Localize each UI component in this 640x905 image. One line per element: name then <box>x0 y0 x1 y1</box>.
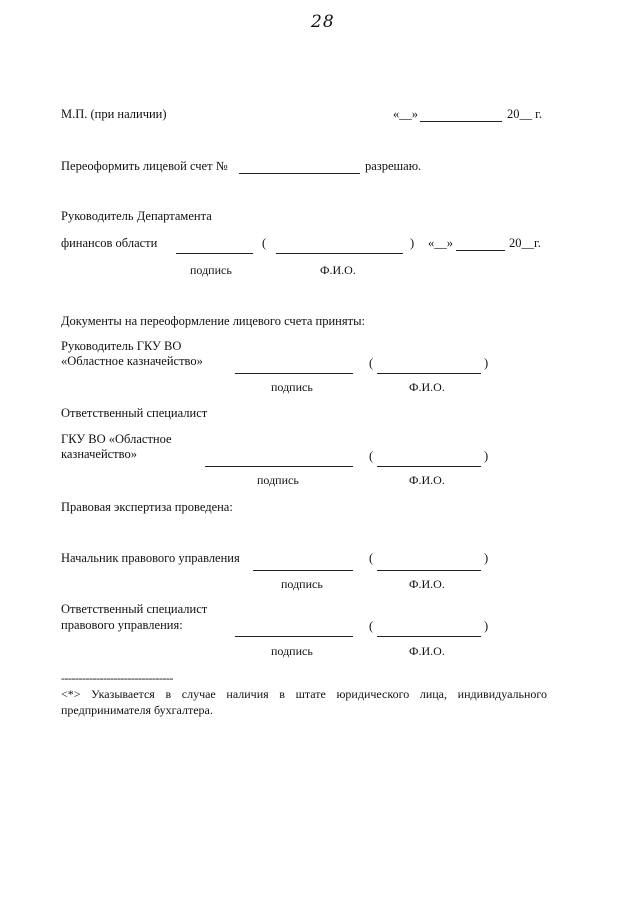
legal-specialist-fio-line <box>377 636 481 637</box>
footnote-separator: -------------------------------- <box>61 671 173 685</box>
legal-specialist-paren-close: ) <box>484 619 489 633</box>
treasury-head-fio-line <box>377 373 481 374</box>
legal-specialist-signature-label: подпись <box>271 644 313 658</box>
treasury-head-line2: «Областное казначейство» <box>61 354 203 368</box>
dept-head-signature-label: подпись <box>190 263 232 277</box>
specialist-signature-line <box>205 466 353 467</box>
specialist-line3: казначейство» <box>61 447 137 461</box>
dept-head-paren-open: ( <box>262 236 267 250</box>
dept-head-fio-label: Ф.И.О. <box>320 263 356 277</box>
legal-chief-label: Начальник правового управления <box>61 551 240 565</box>
specialist-fio-label: Ф.И.О. <box>409 473 445 487</box>
legal-chief-signature-label: подпись <box>281 577 323 591</box>
footnote-line1: <*> Указывается в случае наличия в штате юридического лица, индивидуального <box>61 687 547 701</box>
footnote-line2: предпринимателя бухгалтера. <box>61 703 213 717</box>
dept-head-fio-line <box>276 253 403 254</box>
legal-specialist-line2: правового управления: <box>61 618 183 632</box>
dept-head-line2: финансов области <box>61 236 158 250</box>
specialist-paren-open: ( <box>369 449 374 463</box>
header-date-day: «__» <box>393 107 418 121</box>
accepted-heading: Документы на переоформление лицевого счета приняты: <box>61 314 365 328</box>
legal-chief-fio-line <box>377 570 481 571</box>
legal-specialist-signature-line <box>235 636 353 637</box>
dept-head-line1: Руководитель Департамента <box>61 209 212 223</box>
treasury-head-signature-label: подпись <box>271 380 313 394</box>
legal-chief-paren-open: ( <box>369 551 374 565</box>
dept-head-date-year: 20__г. <box>509 236 541 250</box>
treasury-head-paren-open: ( <box>369 356 374 370</box>
specialist-signature-label: подпись <box>257 473 299 487</box>
stamp-place-label: М.П. (при наличии) <box>61 107 167 121</box>
specialist-line2: ГКУ ВО «Областное <box>61 432 172 446</box>
account-number-line <box>239 173 360 174</box>
treasury-head-paren-close: ) <box>484 356 489 370</box>
treasury-head-line1: Руководитель ГКУ ВО <box>61 339 182 353</box>
specialist-fio-line <box>377 466 481 467</box>
treasury-head-fio-label: Ф.И.О. <box>409 380 445 394</box>
reissue-prefix: Переоформить лицевой счет № <box>61 159 228 173</box>
page-number: 28 <box>311 12 335 32</box>
header-date-year: 20__ г. <box>507 107 542 121</box>
dept-head-date-month-line <box>456 250 505 251</box>
reissue-suffix: разрешаю. <box>365 159 422 173</box>
legal-specialist-paren-open: ( <box>369 619 374 633</box>
specialist-paren-close: ) <box>484 449 489 463</box>
legal-chief-paren-close: ) <box>484 551 489 565</box>
dept-head-paren-close: ) <box>410 236 415 250</box>
legal-chief-signature-line <box>253 570 353 571</box>
specialist-line1: Ответственный специалист <box>61 406 208 420</box>
legal-specialist-line1: Ответственный специалист <box>61 602 208 616</box>
dept-head-signature-line <box>176 253 253 254</box>
header-date-month-line <box>420 121 502 122</box>
legal-heading: Правовая экспертиза проведена: <box>61 500 233 514</box>
legal-specialist-fio-label: Ф.И.О. <box>409 644 445 658</box>
dept-head-date-day: «__» <box>428 236 453 250</box>
treasury-head-signature-line <box>235 373 353 374</box>
legal-chief-fio-label: Ф.И.О. <box>409 577 445 591</box>
